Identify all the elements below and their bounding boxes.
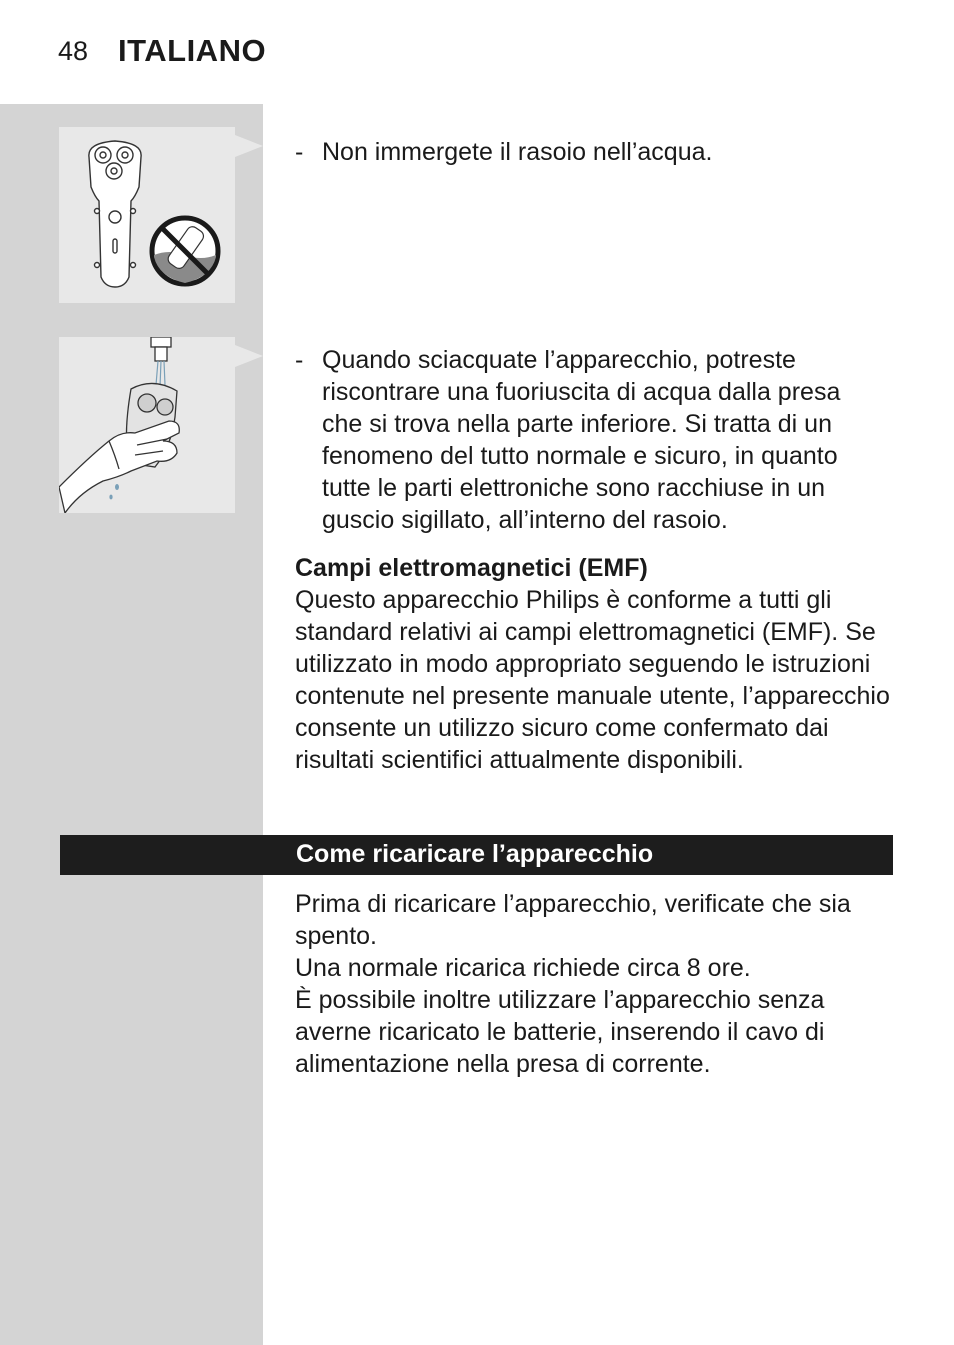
list-item <box>295 344 895 536</box>
figure-pointer <box>235 345 263 367</box>
bullet-dash: - <box>295 346 304 374</box>
emf-heading: Campi elettromagnetici (EMF) <box>295 554 648 582</box>
emf-section <box>295 552 895 776</box>
page-title: ITALIANO <box>118 33 267 68</box>
charging-section <box>295 888 895 1080</box>
shaver-no-water-icon <box>59 127 235 303</box>
emf-body: Questo apparecchio Philips è conforme a tutti gli standard relativi ai campi elettromagnetici (EMF). Se utilizzato in modo appropriato seguendo le istruzioni contenute nel presente manuale utente, l’apparecchio consente un utilizzo sicuro come confermato dai risultati scientifici attualmente disponibili. <box>295 586 890 774</box>
section-header-bar <box>60 835 893 875</box>
paragraph: Una normale ricarica richiede circa 8 ore. <box>295 954 751 982</box>
paragraph: È possibile inoltre utilizzare l’apparecchio senza averne ricaricato le batterie, inserendo il cavo di alimentazione nella presa di corrente. <box>295 986 825 1078</box>
bullet-dash: - <box>295 138 304 166</box>
figure-pointer <box>235 135 263 157</box>
section-title: Come ricaricare l’apparecchio <box>296 840 654 868</box>
bullet-text: Quando sciacquate l’apparecchio, potreste riscontrare una fuoriuscita di acqua dalla presa che si trova nella parte inferiore. Si tratta di un fenomeno del tutto normale e sicuro, in quanto tutte le parti elettroniche sono racchiuse in un guscio sigillato, all’interno del rasoio. <box>322 346 841 534</box>
list-item <box>295 136 895 176</box>
paragraph: Prima di ricaricare l’apparecchio, verificate che sia spento. <box>295 890 851 950</box>
shaver-rinse-tap-icon <box>59 337 235 513</box>
bullet-text: Non immergete il rasoio nell’acqua. <box>322 138 713 166</box>
page-number: 48 <box>58 36 89 66</box>
